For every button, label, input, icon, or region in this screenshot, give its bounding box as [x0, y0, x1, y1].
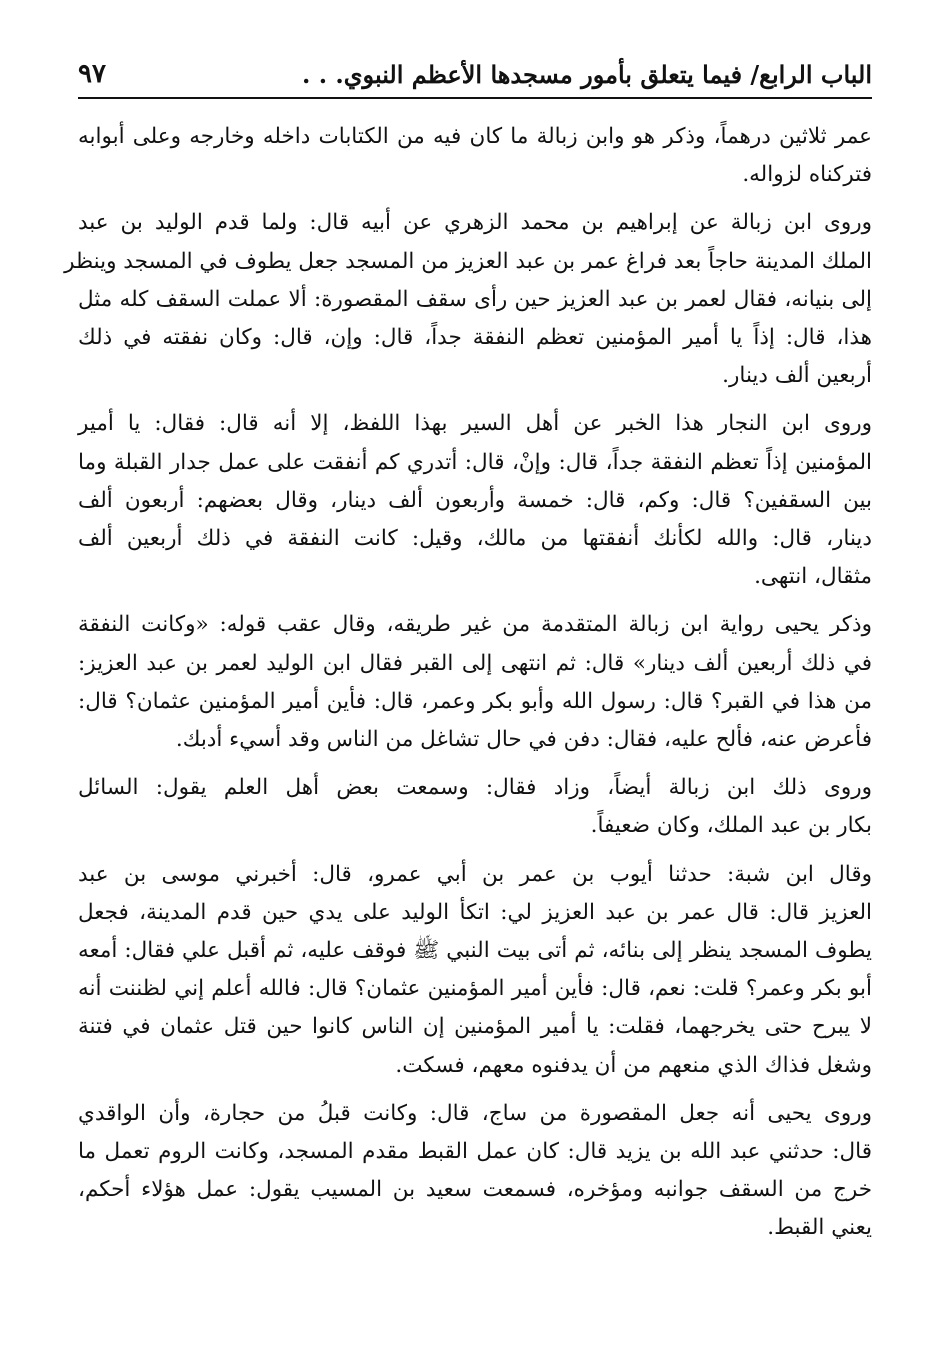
text-line: يعني القبط.	[767, 1215, 872, 1241]
body-text	[64, 118, 872, 1258]
header-rule	[78, 97, 872, 99]
paragraph	[78, 118, 872, 194]
text-line: يطوف المسجد ينظر إلى بنائه، ثم أتى بيت النبي ﷺ فوقف عليه، ثم أقبل علي فقال: أمعه	[78, 938, 872, 964]
text-line: أبو بكر وعمر؟ قلت: نعم، قال: فأين أمير المؤمنين عثمان؟ قال: فالله أعلم إني لظننت أنه	[78, 976, 872, 1002]
text-line: المؤمنين إذاً تعظم النفقة جداً، قال: وإنْ، قال: أتدري كم أنفقت على عمل جدار القبلة وما	[78, 449, 872, 475]
paragraph	[78, 606, 872, 759]
text-line: فتركناه لزواله.	[742, 162, 872, 188]
page-number: ٩٧	[78, 59, 106, 89]
text-line: وذكر يحيى رواية ابن زبالة المتقدمة من غير طريقه، وقال عقب قوله: «وكانت النفقة	[78, 612, 872, 638]
paragraph	[78, 405, 872, 596]
text-line: هذا، قال: إذاً يا أمير المؤمنين تعظم النفقة جداً، قال: وإن، قال: وكان نفقته في ذلك	[78, 325, 872, 351]
text-line: وقال ابن شبة: حدثنا أيوب بن عمر بن أبي عمرو، قال: أخبرني موسى بن عبد	[78, 861, 872, 887]
text-line: العزيز قال: قال عمر بن عبد العزيز لي: اتكأ الوليد على يدي حين قدم المدينة، فجعل	[78, 899, 872, 925]
paragraph	[64, 204, 872, 395]
text-line: إلى بنيانه، فقال لعمر بن عبد العزيز حين رأى سقف المقصورة: ألا عملت السقف كله مثل	[78, 286, 872, 312]
text-line: فأعرض عنه، فألح عليه، فقال: دفن في حال تشاغل من الناس وقد أسيء أدبك.	[175, 727, 872, 753]
text-line: خرج من السقف جوانبه ومؤخره، فسمعت سعيد بن المسيب يقول: عمل هؤلاء أحكم،	[78, 1177, 872, 1203]
text-line: عمر ثلاثين درهماً، وذكر هو وابن زبالة ما كان فيه من الكتابات داخله وخارجه وعلى أبوابه	[78, 124, 872, 149]
page-header	[78, 52, 872, 96]
paragraph	[78, 769, 872, 845]
text-line: دينار، قال: والله لكأنك أنفقتها من مالك، وقيل: كانت النفقة في ذلك أربعين ألف	[78, 526, 872, 552]
text-line: وشغل فذاك الذي منعهم من أن يدفنوه معهم، فسكت.	[395, 1052, 872, 1078]
running-title: الباب الرابع/ فيما يتعلق بأمور مسجدها الأعظم النبوي. . .	[301, 59, 872, 89]
text-line: بين السقفين؟ قال: وكم، قال: خمسة وأربعون ألف دينار، وقال بعضهم: أربعون ألف	[78, 487, 872, 513]
text-line: أربعين ألف دينار.	[722, 363, 872, 389]
text-line: بكار بن عبد الملك، وكان ضعيفاً.	[590, 813, 872, 839]
text-line: الملك المدينة حاجاً بعد فراغ عمر بن عبد العزيز من المسجد جعل يطوف في المسجد وينظر	[64, 248, 872, 274]
text-line: في ذلك أربعين ألف دينار» قال: ثم انتهى إلى القبر فقال ابن الوليد لعمر بن عبد العزيز:	[78, 650, 872, 676]
paragraph	[78, 856, 872, 1085]
text-line: لا يبرح حتى يخرجهما، فقلت: يا أمير المؤمنين إن الناس كانوا حين قتل عثمان في فتنة	[78, 1014, 872, 1040]
text-line: قال: حدثني عبد الله بن يزيد قال: كان عمل القبط مقدم المسجد، وكانت الروم تعمل ما	[78, 1139, 872, 1165]
text-line: مثقال، انتهى.	[754, 564, 872, 590]
text-line: وروى ذلك ابن زبالة أيضاً، وزاد فقال: وسمعت بعض أهل العلم يقول: السائل	[78, 775, 872, 801]
text-line: وروى يحيى أنه جعل المقصورة من ساج، قال: وكانت قبلُ من حجارة، وأن الواقدي	[78, 1100, 872, 1126]
paragraph	[78, 1095, 872, 1248]
text-line: من هذا في القبر؟ قال: رسول الله وأبو بكر وعمر، قال: فأين أمير المؤمنين عثمان؟ قال:	[78, 688, 872, 714]
text-line: وروى ابن زبالة عن إبراهيم بن محمد الزهري عن أبيه قال: ولما قدم الوليد بن عبد	[78, 210, 872, 236]
text-line: وروى ابن النجار هذا الخبر عن أهل السير بهذا اللفظ، إلا أنه قال: فقال: يا أمير	[78, 411, 872, 437]
